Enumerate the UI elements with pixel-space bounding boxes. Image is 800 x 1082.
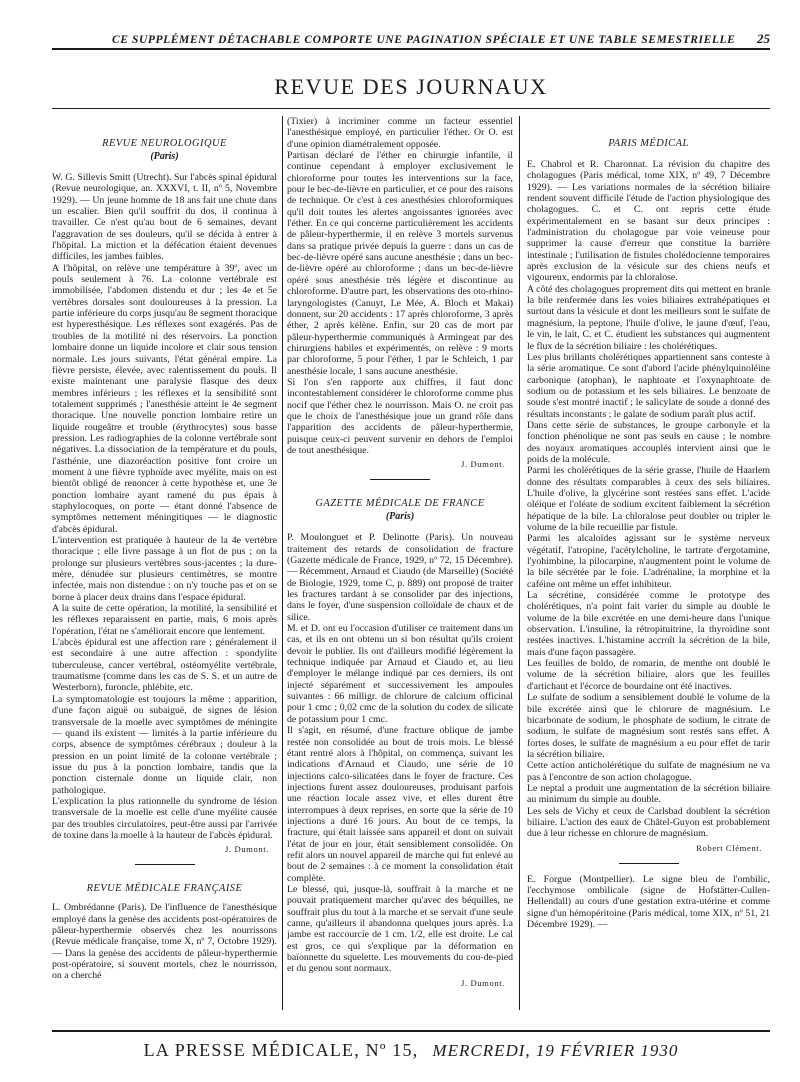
article-signature: Robert Clément.: [696, 842, 762, 853]
article-text: E. Forgue (Montpellier). Le signe bleu de l'ombilic, l'ecchymose ombilicale (signe de Hofstätter-Cullen-Hellendall) au cours d'une gestation extra-utérine et comme signe d'un hémopéritoine (Paris médical, tome XIX, nº 51, 21 Décembre 1929). —: [527, 873, 770, 930]
section-separator: [135, 864, 195, 865]
section-city: (Paris): [150, 151, 179, 162]
article-text: L. Ombrédanne (Paris). De l'influence de l'anesthésique employé dans la genèse des accidents post-opératoires de pâleur-hyperthermie observés chez les nourrissons (Revue médicale française, tome X, nº 7, Octobre 1929). — Dans la genèse des accidents de pâleur-hyperthermie post-opératoire, si souvent mortels, chez le nourrisson, on a cherché: [52, 902, 277, 982]
page-number: 25: [757, 31, 770, 46]
masthead-rule: [52, 108, 770, 109]
article-signature: J. Dumont.: [225, 844, 269, 855]
running-header-text: CE SUPPLÉMENT DÉTACHABLE COMPORTE UNE PAGINATION SPÉCIALE ET UNE TABLE SEMESTRIELLE: [112, 34, 736, 46]
article-text: E. Chabrol et R. Charonnat. La révision du chapitre des cholagogues (Paris médical, tome XIX, nº 49, 7 Décembre 1929). — Les variations normales de la sécrétion biliaire rendent souvent difficile l'étude de l'action physiologique des cholagogues. C. et C. ont repris cette étude expérimentalement en se basant sur deux principes : l'administration du cholagogue par voie veineuse pour supprimer la cause d'erreur que constitue la barrière intestinale ; l'utilisation de fistules cholédocienne temporaires après exclusion de la vésicule sur des chiens neufs et vigoureux, endormis par la chloralose. A côté des cholagogues proprement dits qui mettent en branle la bile renfermée dans les voies biliaires extrahépatiques et surtout dans la vésicule et dont les meilleurs sont le sulfate de magnésium, la peptone, l'huile d'olive, le jaune d'œuf, l'eau, le vin, le lait, C. et C. étudient les substances qui augmentent le flux de la sécrétion biliaire : les cholérétiques. Les plus brillants cholérétiques appartiennent sans conteste à la série aromatique. Ce sont d'abord l'acide phénylquinoléine carbonique (atophan), le naphtoate et l'oxynaphtoate de sodium ou de potassium et les sels biliaires. Le benzoate de soude s'est montré inactif ; le salicylate de soude a donné des résultats inconstants ; le galate de sodium paraît plus actif. Dans cette série de substances, le groupe carbonyle et la fonction phénolique ne sont pas seuls en cause ; le nombre des noyaux aromatiques accouplés intervient ainsi que le poids de la molécule. Parmi les cholérétiques de la série grasse, l'huile de Haarlem donne des résultats comparables à ceux des sels biliaires. L'huile d'olive, la glycérine sont restées sans effet. L'acide oléique et l'oléate de sodium excitent faiblement la sécrétion hépatique de la bile. La chloralose peut doubler ou tripler le volume de la bile recueillie par fistule. Parmi les alcaloïdes agissant sur le système nerveux végétatif, l'atropine, l'acétylcholine, le tartrate d'ergotamine, l'yohimbine, la pilocarpine, n'augmentent point le volume de la bile sécrétée par le foie. L'adrénaline, la morphine et la caféine ont même un effet inhibiteur. La sécrétine, considérée comme le prototype des cholérétiques, n'a point fait varier du simple au double le volume de la bile excrétée en une demi-heure dans l'unique observation. L'insuline, la rétropituitrine, la thyroïdine sont restées inactives. L'histamine accroît la sécrétion de la bile, mais d'une façon passagère. Les feuilles de boldo, de romarin, de menthe ont doublé le volume de la sécrétion biliaire, alors que les feuilles d'artichaut et l'écorce de bourdaine ont été inactives. Le sulfate de sodium a sensiblement doublé le volume de la bile excrétée ainsi que le chlorure de magnésium. Le bicarbonate de sodium, le phosphate de sodium, le citrate de sodium, le sulfate de magnésium sont restés sans effet. A fortes doses, le sulfate de magnésium a eu pour effet de tarir la sécrétion biliaire. Cette action anticholérétique du sulfate de magnésium ne va pas à l'encontre de son action cholagogue. Le neptal a produit une augmentation de la sécrétion biliaire au minimum du simple au double. Les sels de Vichy et ceux de Carlsbad doublent la sécrétion biliaire. L'action des eaux de Châtel-Guyon est probablement due à leur richesse en chlorure de magnésium.: [527, 159, 770, 840]
footer-journal: LA PRESSE MÉDICALE, Nº 15,: [143, 1040, 419, 1060]
section-title: REVUE MÉDICALE FRANÇAISE: [86, 883, 243, 895]
column-divider: [519, 116, 520, 1010]
section-title: GAZETTE MÉDICALE DE FRANCE: [315, 498, 485, 510]
section-title: PARIS MÉDICAL: [608, 138, 689, 149]
section-city: (Paris): [385, 511, 415, 523]
article-text: P. Moulonguet et P. Delinotte (Paris). Un nouveau traitement des retards de consolidation de fracture (Gazette médicale de France, 1929, nº 72, 15 Décembre). — Récemment, Arnaud et Ciaudo (de Marseille) (Société de Biologie, 1929, tome C, p. 889) ont proposé de traiter les fractures tardant à se consolider par des injections, dans le foyer, d'une suspension colloïdale de chaux et de silice. M. et D. ont eu l'occasion d'utiliser ce traitement dans un cas, et ils en ont obtenu un si bon résultat qu'ils croient devoir le publier. Ils ont d'ailleurs modifié légèrement la technique indiquée par Arnaud et Ciaudo et, au lieu d'employer le mélange indiqué par ces derniers, ils ont injecté séparément et successivement les ampoules suivantes : 66 milligr. de chlorure de calcium officinal pour 1 cmc ; 0,02 cmc de la solution du codex de silicate de potassium pour 1 cmc. Il s'agit, en résumé, d'une fracture oblique de jambe restée non consolidée au bout de trois mois. Le blessé étant rentré alors à l'hôpital, on commença, suivant les indications d'Arnaud et Ciaudo, une série de 10 injections calco-silicatées dans le foyer de fracture. Ces injections furent assez douloureuses, produisant parfois une réaction locale assez vive, et elles durent être interrompues à deux reprises, en sorte que la série de 10 injections a duré 16 jours. Au bout de ce temps, la fracture, qui était laissée sans appareil et dont on suivait l'état de jour en jour, était sensiblement consolidée. On refit alors un nouvel appareil de marche qui fut enlevé au bout de 2 semaines : à ce moment la consolidation était complète. Le blessé, qui, jusque-là, souffrait à la marche et ne pouvait pratiquement marcher qu'avec des béquilles, ne souffrait plus du tout à la marche et se servait d'une seule canne, qu'ailleurs il abandonna quelques jours après. La jambe est raccourcie de 1 cm. 1/2, elle est droite. Le cal est gros, ce qui s'explique par la déformation en baïonnette du squelette. Les mouvements du cou-de-pied et du genou sont normaux.: [287, 532, 513, 975]
column-divider: [282, 116, 283, 1010]
footer-date: MERCREDI, 19 FÉVRIER 1930: [432, 1041, 679, 1060]
page-footer: [52, 1030, 770, 1061]
article-text: (Tixier) à incriminer comme un facteur essentiel l'anesthésique employé, en particulier l'éther. Or O. est d'une opinion diamétralement opposée. Partisan déclaré de l'éther en chirurgie infantile, il continue cependant à employer exclusivement le chloroforme pour toutes les interventions sur la face, pour le bec-de-lièvre en particulier, et ce pour des raisons de technique. Or c'est à ces anesthésies chloroformiques qu'il doit toutes les alertes angoissantes ignorées avec l'éther. En ce qui concerne particulièrement les accidents de pâleur-hyperthermie, il en relève 3 mortels survenus dans sa pratique privée depuis la guerre : dans un cas de bec-de-lièvre opéré sans aucune anesthésie ; dans un bec-de-lièvre opéré au chloroforme ; dans un bec-de-lièvre opéré sous anesthésie très légère et discontinue au chloroforme. D'autre part, les observations des oto-rhino-laryngologistes (Canuyt, Le Mée, A. Bloch et Makai) donnent, sur 20 accidents : 17 après chloroforme, 3 après éther, 2 après kélène. Enfin, sur 20 cas de mort par pâleur-hyperthermie communiqués à Armingeat par des chirurgiens habiles et expérimentés, on relève : 9 morts par chloroforme, 5 pour l'éther, 1 par le Schleich, 1 par anesthésie locale, 1 sans aucune anesthésie. Si l'on s'en rapporte aux chiffres, il faut donc incontestablement considérer le chloroforme comme plus nocif que l'éther chez le nourrisson. Mais O. ne croit pas que le choix de l'anesthésique joue un grand rôle dans l'apparition des accidents de pâleur-hyperthermie, puisque ceux-ci peuvent survenir en dehors de l'emploi de tout anesthésique.: [287, 116, 513, 456]
section-separator: [370, 479, 430, 480]
article-text: W. G. Sillevis Smitt (Utrecht). Sur l'abcès spinal épidural (Revue neurologique, an. XXXVI, t. II, nº 5, Novembre 1929). — Un jeune homme de 18 ans fait une chute dans un escalier. Bien qu'il souffrit du dos, il continua à travailler. Ce n'est qu'au bout de 6 semaines, devant l'aggravation de ses douleurs, qu'il se décida à entrer à l'hôpital. La miction et la défécation étaient devenues difficiles, les jambes faibles. A l'hôpital, on relève une température à 39º, avec un pouls seulement à 76. La colonne vertébrale est immobilisée, l'abdomen distendu et dur ; les 4e et 5e vertèbres dorsales sont douloureuses à la pression. La partie inférieure du corps jusqu'au 8e segment thoracique est hyperesthésique. Les réflexes sont exagérés. Pas de troubles de la motilité ni des réservoirs. La ponction lombaire donne un liquide incolore et clair sous tension normale. Les jours suivants, l'état général empire. La fièvre persiste, élevée, avec ralentissement du pouls. Il existe maintenant une paralysie flasque des deux membres inférieurs ; les réflexes et la sensibilité sont totalement supprimés ; l'anesthésie atteint le 4e segment thoracique. Une nouvelle ponction lombaire retire un liquide rougeâtre et trouble (érythrocytes) sous basse pression. Les radiographies de la colonne vertébrale sont négatives. La dissociation de la température et du pouls, l'asthénie, une diazoréaction positive font croire un moment à une fièvre typhoïde avec myélite, mais on est bientôt obligé de renoncer à cette hypothèse et, une 3e ponction lombaire ayant ramené du pus épais à staphylocoques, on porte — étant donné l'absence de symptômes nettement méningitiques — le diagnostic d'abcès épidural. L'intervention est pratiquée à hauteur de la 4e vertèbre thoracique ; elle livre passage à un flot de pus ; on la prolonge sur plusieurs vertèbres sous-jacentes ; la dure-mère, dénudée sur plusieurs centimètres, se montre infectée, mais non distendue : on n'y touche pas et on se borne à placer deux drains dans l'espace épidural. A la suite de cette opération, la motilité, la sensibilité et les réflexes reparaissent en partie, mais, 6 mois après l'opération, l'état ne s'améliorait encore que lentement. L'abcès épidural est une affection rare ; généralement il est secondaire à une autre affection : spondylite tuberculeuse, cancer vertébral, ostéomyélite vertébrale, traumatisme (comme dans les cas de S. S. et un autre de Westerborn), furoncle, phlébite, etc. La symptomatologie est toujours la même : apparition, d'une façon aiguë ou subaiguë, de signes de lésion transversale de la moelle avec symptômes de méningite — quand ils existent — limités à la partie inférieure du corps, absence de symptômes cérébraux ; douleur à la pression en un point limité de la colonne vertébrale ; issue du pus à la ponction lombaire, tandis que la ponction cisternale donne un liquide clair, non pathologique. L'explication la plus rationnelle du syndrome de lésion transversale de la moelle est celle d'une myélite causée par des troubles circulatoires, peut-être aussi par l'arrivée de toxine dans la moelle à la hauteur de l'abcès épidural.: [52, 172, 277, 841]
column-1: [52, 116, 277, 1010]
column-2: [287, 116, 513, 1010]
running-header: [52, 26, 770, 50]
article-signature: J. Dumont.: [461, 459, 505, 470]
column-3: [527, 116, 770, 1010]
masthead-title: REVUE DES JOURNAUX: [274, 74, 548, 99]
section-separator: [619, 863, 679, 864]
article-signature: J. Dumont.: [461, 977, 505, 988]
section-title: REVUE NEUROLOGIQUE: [102, 138, 227, 149]
